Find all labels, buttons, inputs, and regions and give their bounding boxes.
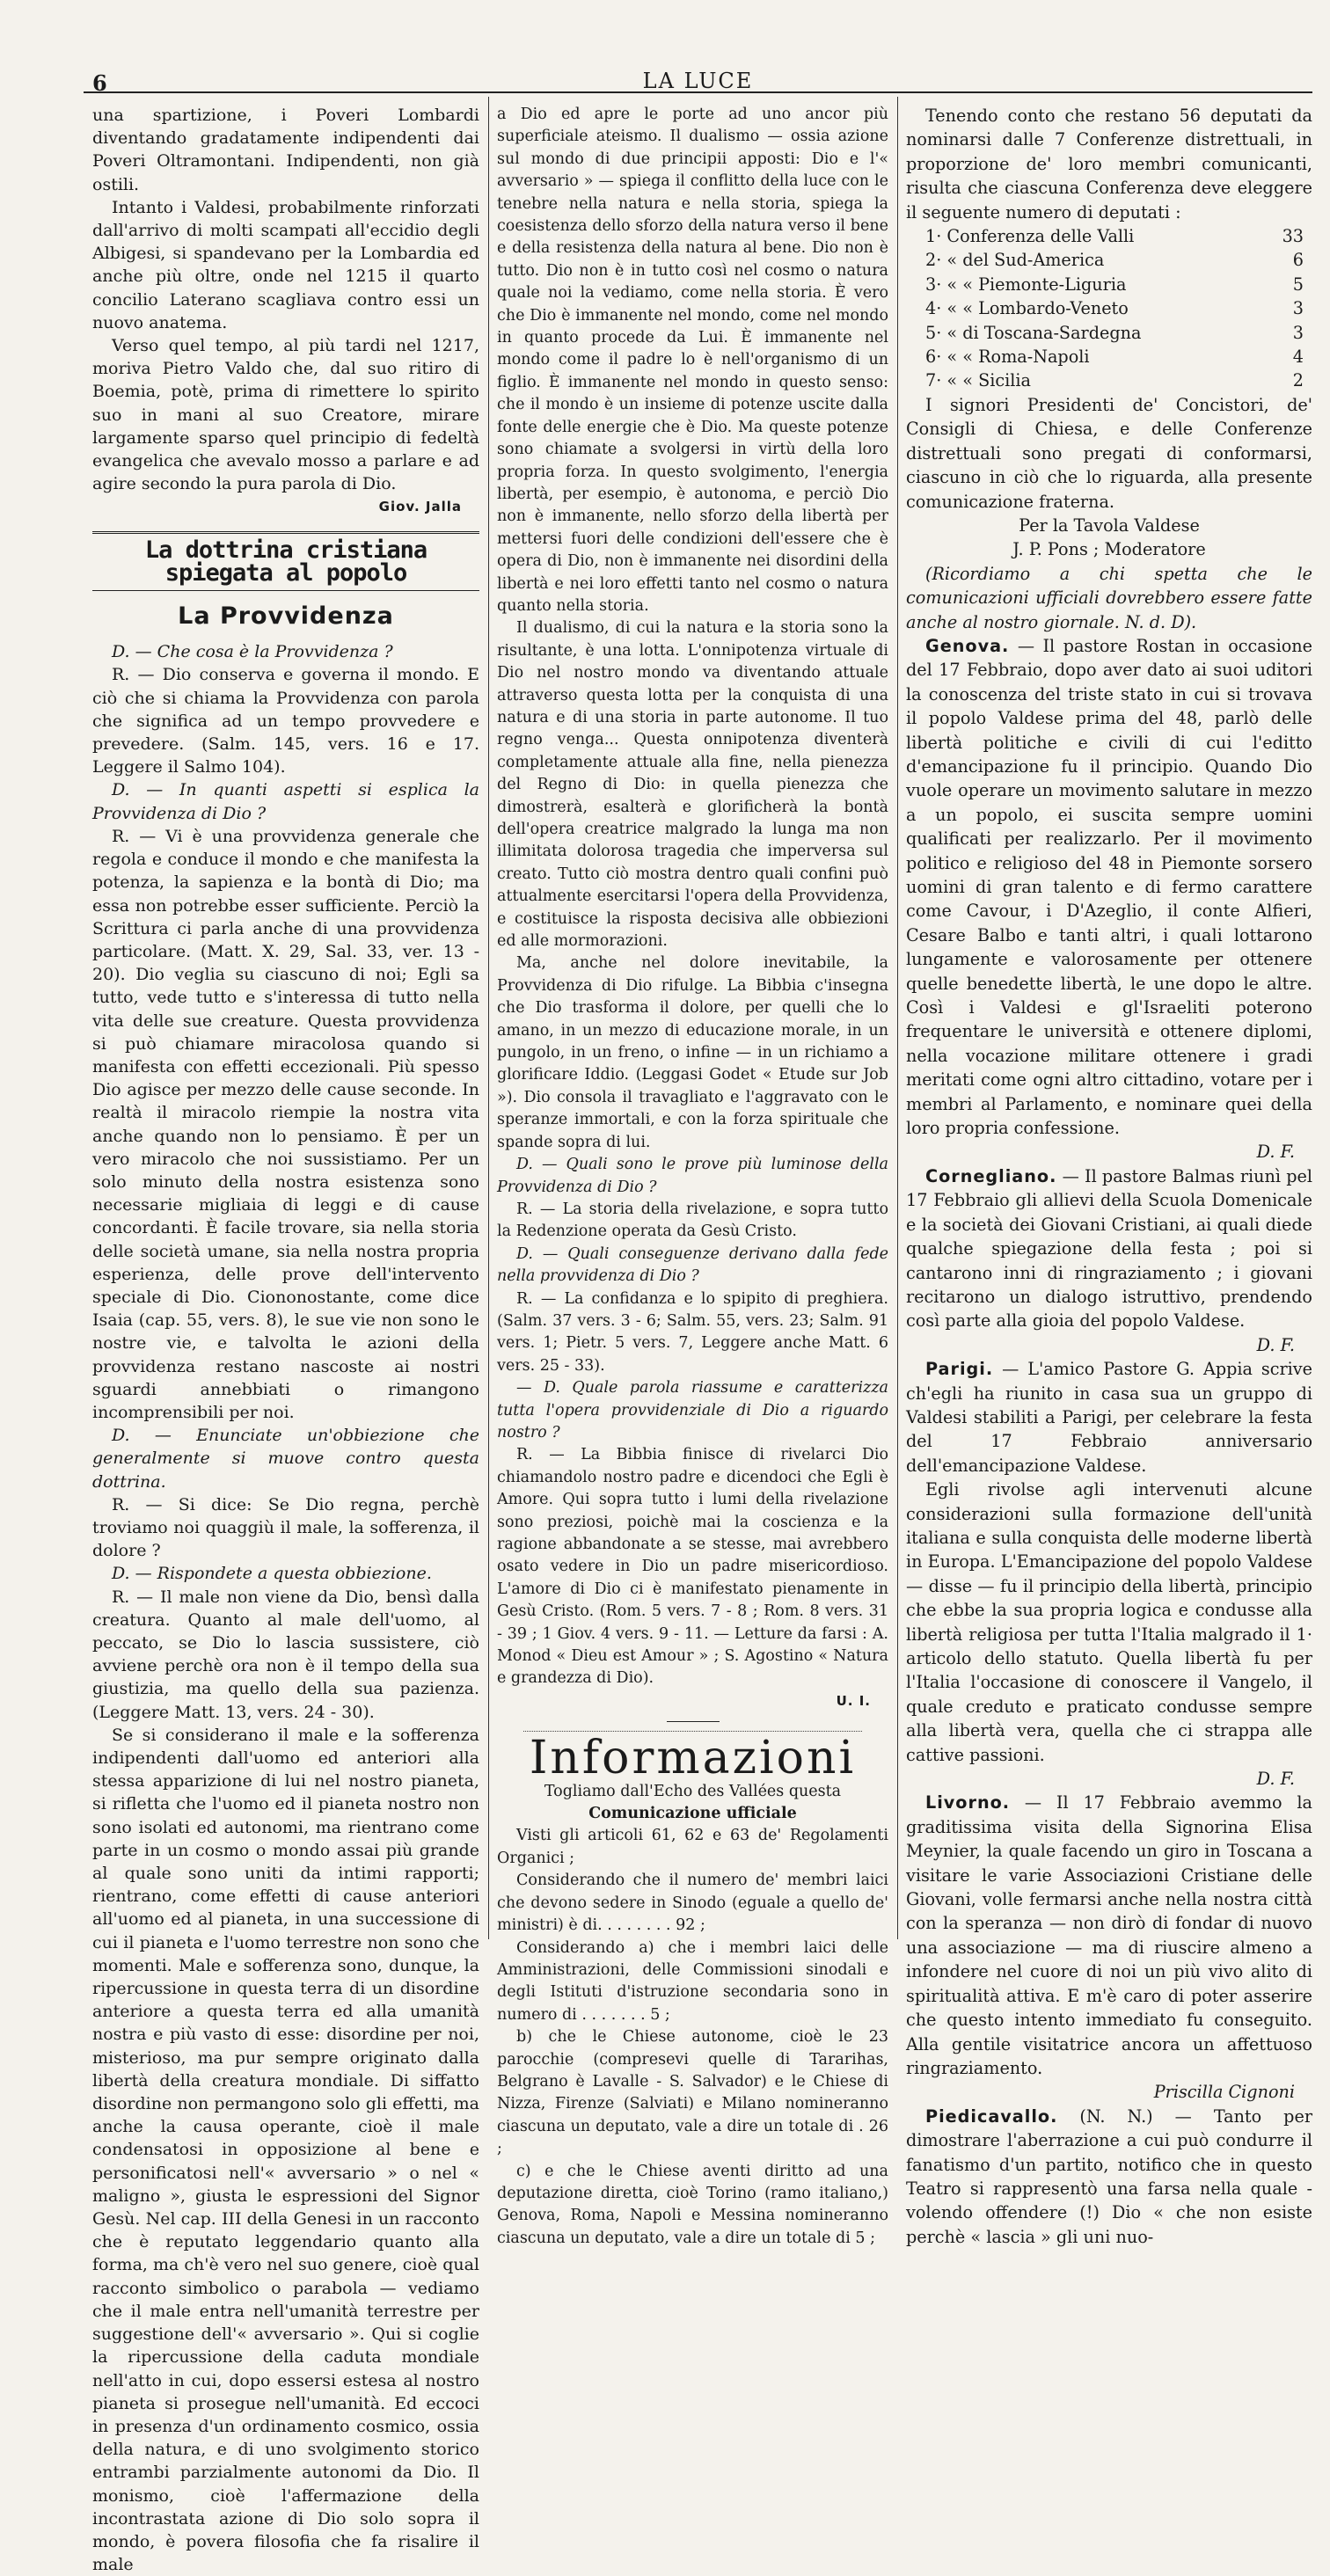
signature: D. F. xyxy=(1256,1142,1295,1163)
paragraph: I signori Presidenti de' Concistori, de' Consigli di Chiesa, e delle Conferenze distrettuali sono pregati di conformarsi, ciascuno in ciò che lo riguarda, alla presente comunicazione fraterna. xyxy=(906,394,1312,512)
signature: Priscilla Cignoni xyxy=(1153,2082,1295,2103)
question: D. — Quali sono le prove più luminose della Provvidenza di Dio ? xyxy=(497,1156,888,1196)
header-rule xyxy=(84,91,1312,93)
section-title-informazioni: Informazioni xyxy=(529,1732,857,1785)
list-item: 6· « « Roma-Napoli 4 xyxy=(925,347,1304,368)
question: D. — Enunciate un'obbiezione che generalmente si muove contro questa dottrina. xyxy=(92,1426,479,1492)
column-2 xyxy=(497,104,888,2250)
list-item: 2· « del Sud-America 6 xyxy=(925,250,1304,271)
question: — D. Quale parola riassume e caratterizza tutta l'opera provvidenziale di Dio a riguardo nostro ? xyxy=(497,1379,888,1441)
editor-note: (Ricordiamo a chi spetta che le comunicazioni ufficiali dovrebbero essere fatte anche al nostro giornale. N. d. D). xyxy=(906,563,1312,632)
running-header xyxy=(84,63,1312,96)
answer: R. — La Bibbia finisce di rivelarci Dio chiamandolo nostro padre e dicendoci che Egli è Amore. Qui sopra tutto i lumi della rivelazione sono preziosi, poichè mai la coscienza e la ragione abbandonate a se stesse, mai avrebbero osato vedere in Dio un padre misericordioso. L'amore di Dio ci è manifestato pienamente in Gesù Cristo. (Rom. 5 vers. 7 - 8 ; Rom. 8 vers. 31 - 39 ; 1 Giov. 4 vers. 9 - 11. — Letture da farsi : A. Monod « Dieu est Amour » ; S. Agostino « Natura e grandezza di Dio). xyxy=(497,1446,888,1688)
list-item: 1· Conferenza delle Valli 33 xyxy=(925,226,1304,247)
paragraph: Ma, anche nel dolore inevitabile, la Provvidenza di Dio rifulge. La Bibbia c'insegna che Dio trasforma il dolore, per quelli che lo amano, in un mezzo di educazione morale, in un pungolo, in un freno, o infine — in un richiamo a glorificare Iddio. (Leggasi Godet « Etude sur Job »). Dio consola il travagliato e l'aggravato con le speranze immortali, e con la forza spirituale che spande sopra di lui. xyxy=(497,954,888,1151)
city-name: Livorno. xyxy=(925,1792,1011,1813)
paragraph: Egli rivolse agli intervenuti alcune considerazioni sulla formazione dell'unità italiana e sulla conquista delle moderne libertà in Europa. L'Emancipazione del popolo Valdese — disse — fu il principio della libertà, principio che ebbe la sua propria logica e condusse alla libertà religiosa per tutta l'Italia malgrado il 1· articolo dello statuto. Quella libertà fu per l'Italia l'occasione di conoscere il Vangelo, il quale creduto e praticato condusse sempre alla libertà vera, quella che ci strappa alle cattive passioni. xyxy=(906,1479,1312,1765)
article-subhead: La Provvidenza xyxy=(178,602,394,631)
paragraph: una spartizione, i Poveri Lombardi diventando gradatamente indipendenti dai Poveri Oltramontani. Indipendenti, non già ostili. xyxy=(92,106,479,194)
news-item-cornegliano: Cornegliano. — Il pastore Balmas riunì pel 17 Febbraio gli allievi della Scuola Domenicale e la società dei Giovani Cristiani, ai quali diede qualche spiegazione della festa ; poi si cantarono inni di ringraziamento ; i giovani recitarono un dialogo istruttivo, prendendo così parte alla gioia del popolo Valdese. xyxy=(906,1165,1312,1332)
news-item-genova: Genova. — Il pastore Rostan in occasione del 17 Febbraio, dopo aver dato ai suoi uditori la conoscenza del triste stato in cui si trovava il popolo Valdese prima del 48, parlò delle libertà politiche e civili di cui l'editto d'emancipazione fu il principio. Quando Dio vuole operare un movimento salutare in mezzo a un popolo, ei suscita sempre uomini qualificati per realizzarlo. Per il movimento politico e religioso del 48 in Piemonte sorsero uomini di gran talento e di fermo carattere come Cavour, i D'Azeglio, il conte Alfieri, Cesare Balbo e tanti altri, i quali lottarono lungamente e valorosamente per ottenere quelle benedette libertà, le une dopo le altre. Così i Valdesi e gl'Israeliti poterono frequentare le università e ottenere diplomi, nella vocazione militare ottenere i gradi meritati come ogni altro cittadino, votare per i membri al Parlamento, e nominare quei della loro propria confessione. xyxy=(906,635,1312,1139)
section-rule xyxy=(92,590,479,591)
paragraph: Intanto i Valdesi, probabilmente rinforzati dall'arrivo di molti scampati all'eccidio degli Albigesi, si spandevano per la Lombardia ed anche più oltre, onde nel 1215 il quarto concilio Laterano scagliava contro essi un nuovo anatema. xyxy=(92,197,479,332)
answer: R. — Vi è una provvidenza generale che regola e conduce il mondo e che manifesta la potenza, la sapienza e la bontà di Dio; ma essa non potrebbe esser sufficiente. Perciò la Scrittura ci parla anche di una provvidenza particolare. (Matt. X. 29, Sal. 33, ver. 13 - 20). Dio veglia su ciascuno di noi; Egli sa tutto, vede tutto e s'interessa di tutto nella vita delle sue creature. Questa provvidenza si può chiamare miracolosa quando si manifesta con effetti eccezionali. Più spesso Dio agisce per mezzo delle cause seconde. In realtà il miracolo riempie la nostra vita anche quando non lo pensiamo. È per un vero miracolo che noi sussistiamo. Per un solo minuto della nostra esistenza sono necessarie migliaia di leggi e di cause concordanti. È facile trovare, sia nella storia delle società umane, sia nella nostra propria esperienza, delle prove dell'intervento speciale di Dio. Ciononostante, come dice Isaia (cap. 55, vers. 8), le sue vie non sono le nostre vie, e talvolta le azioni della provvidenza restano nascoste ai nostri sguardi annebbiati o rimangono incomprensibili per noi. xyxy=(92,826,479,1422)
news-item-livorno: Livorno. — Il 17 Febbraio avemmo la graditissima visita della Signorina Elisa Meynier, la quale facendo un giro in Toscana a visitare le varie Associazioni Cristiane delle Giovani, volle fermarsi anche nella nostra città con la speranza — non dirò di fondar di nuovo una associazione — ma di riuscire almeno a infondere nel cuore di noi un più vivo alito di spiritualità attiva. E m'è caro di poter asserire che questo intento immediato fu conseguito. Alla gentile visitatrice ancora un affettuoso ringraziamento. xyxy=(906,1792,1312,2078)
paragraph: Per la Tavola Valdese xyxy=(1019,514,1200,536)
page-number: 6 xyxy=(92,70,107,96)
news-item-piedicavallo: Piedicavallo. (N. N.) — Tanto per dimostrare l'aberrazione a cui può condurre il fanatismo d'un partito, notifico che in questo Teatro si rappresentò una farsa nella quale - volendo offendere (!) Dio « che non esiste perchè « lascia » gli uni nuo- xyxy=(906,2105,1312,2247)
paragraph: Considerando che il numero de' membri laici che devono sedere in Sinodo (eguale a quello de' ministri) è di. . . . . . . . 92 ; xyxy=(497,1872,888,1935)
city-name: Genova. xyxy=(925,635,1010,656)
paragraph: Il dualismo, di cui la natura e la storia sono la risultante, è una lotta. L'onnipotenza virtuale di Dio nel nostro mondo va diventando attuale attraverso questa lotta per la conquista di una natura e di una storia in parte autonome. Il tuo regno venga... Questa onnipotenza diventerà completamente attuale alla fine, nella pienezza del Regno di Dio: in quella pienezza che dimostrerà, esalterà e glorificherà la bontà dell'opera creatrice malgrado la lunga ma non illimitata dolorosa tragedia che imperversa sul creato. Tutto ciò mostra dentro quali confini può attualmente esercitarsi l'opera della Provvidenza, e costituisce la risposta decisiva alle obbiezioni ed alle mormorazioni. xyxy=(497,619,888,951)
paragraph: Verso quel tempo, al più tardi nel 1217, moriva Pietro Valdo che, dal suo ritiro di Boemia, potè, prima di rimettere lo spirito suo in mani al suo Creatore, mirare largamente sparso quel principio di fedeltà evangelica che avevalo mosso a parlare e ad agire secondo la pura parola di Dio. xyxy=(92,336,479,494)
paragraph: Visti gli articoli 61, 62 e 63 de' Regolamenti Organici ; xyxy=(497,1827,888,1867)
list-item: 5· « di Toscana-Sardegna 3 xyxy=(925,322,1304,343)
answer: R. — Il male non viene da Dio, bensì dalla creatura. Quanto al male dell'uomo, al peccato, se Dio lo lascia sussistere, ciò avviene perchè ora non è il tempo della sua giustizia, ma quello della sua pazienza. (Leggere Matt. 13, vers. 24 - 30). xyxy=(92,1587,479,1722)
divider xyxy=(667,1721,720,1722)
answer: R. — La storia della rivelazione, e sopra tutto la Redenzione operata da Gesù Cristo. xyxy=(497,1200,888,1241)
paragraph: b) che le Chiese autonome, cioè le 23 parocchie (compresevi quelle di Tararihas, Belgrano è Lavalle - S. Salvador) e le Chiese di Nizza, Firenze (Salviati) e Milano nomineranno ciascuna un deputato, vale a dire un totale di . 26 ; xyxy=(497,2028,888,2158)
question: D. — Rispondete a questa obbiezione. xyxy=(112,1564,432,1584)
column-1 xyxy=(92,104,479,2576)
paragraph: Se si considerano il male e la sofferenza indipendenti dall'uomo ed anteriori alla stessa apparizione di lui nel nostro pianeta, si rifletta che l'uomo ed il pianeta nostro non sono isolati ed autonomi, ma rientrano come parte in un cosmo o mondo assai più grande al quale sono uniti da intimi rapporti; rientrano, come effetti di cause anteriori all'uomo ed al pianeta, in una successione di cui il pianeta e l'uomo terrestre non sono che momenti. Male e sofferenza sono, dunque, la ripercussione in questa terra di un disordine anteriore a questa terra ed alla umanità nostra e più vasto di esse: disordine per noi, misterioso, ma pur sempre originato dalla libertà della creatura mondiale. Di siffatto disordine non permangono solo gli effetti, ma anche la causa operante, cioè il male condensatosi in opposizione al bene e personificatosi nell'« avversario » o nel « maligno », giusta le espressioni del Signor Gesù. Nel cap. III della Genesi in un racconto che è reputato leggendario quanto alla forma, ma ch'è vero nel suo genere, cioè qual racconto simbolico o parabola — vediamo che il male entra nell'umanità terrestre per suggestione dell'« avversario ». Qui si coglie la ripercussione della caduta mondiale nell'atto in cui, dopo essersi estesa al nostro pianeta si prosegue nell'umanità. Ed eccoci in presenza d'un ordinamento cosmico, ossia della natura, e di uno svolgimento storico entrambi parzialmente autonomi da Dio. Il monismo, cioè l'affermazione della incontrastata azione di Dio solo sopra il mondo, è povera filosofia che fa risalire il male xyxy=(92,1725,479,2575)
paragraph: c) e che le Chiese aventi diritto ad una deputazione diretta, cioè Torino (ramo italiano,) Genova, Roma, Napoli e Messina nomineranno ciascuna un deputato, vale a dire un totale di 5 ; xyxy=(497,2162,888,2247)
signature: Giov. Jalla xyxy=(378,499,462,515)
paragraph: a Dio ed apre le porte ad uno ancor più superficiale ateismo. Il dualismo — ossia azione sul mondo di due principii apposti: Dio e l'« avversario » — spiega il conflitto della luce con le tenebre nella natura e nella storia, spiega la coesistenza dello sforzo della natura verso il bene e della resistenza della natura al bene. Dio non è tutto. Dio non è in tutto così nel cosmo o natura quale noi la vediamo, come nella storia. È vero che Dio è immanente nel mondo, come nel mondo in quanto procede da Lui. È immanente nel mondo come il padre lo è nell'organismo di un figlio. È immanente nel mondo in questo senso: che il mondo è un insieme di potenze uscite dalla fonte delle energie che è Dio. Ma queste potenze sono chiamate a svolgersi in virtù della loro propria forza. In questo svolgimento, l'energia libertà, per esempio, è autonoma, e perciò Dio non è immanente, nello sforzo della libertà per mettersi fuori delle condizioni dell'essere che è opera di Dio, non è immanente nei disordini della libertà e nei loro effetti tanto nel cosmo o natura quanto nella storia. xyxy=(497,106,888,615)
answer: R. — La confidanza e lo spipito di preghiera. (Salm. 37 vers. 3 - 6; Salm. 55, vers. 23; Salm. 91 vers. 1; Pietr. 5 vers. 7, Leggere anche Matt. 6 vers. 25 - 33). xyxy=(497,1289,888,1375)
news-item-parigi: Parigi. — L'amico Pastore G. Appia scrive ch'egli ha riunito in casa sua un gruppo di Valdesi stabiliti a Parigi, per celebrare la festa del 17 Febbraio anniversario dell'emancipazione Valdese. xyxy=(906,1359,1312,1476)
signature: D. F. xyxy=(1256,1334,1295,1355)
signature: J. P. Pons ; Moderatore xyxy=(1012,539,1206,560)
answer: R. — Si dice: Se Dio regna, perchè troviamo noi quaggiù il male, la sofferenza, il dolore ? xyxy=(92,1494,479,1561)
question: D. — Quali conseguenze derivano dalla fede nella provvidenza di Dio ? xyxy=(497,1244,888,1286)
column-divider xyxy=(897,97,898,1939)
section-title: La dottrina cristiana spiegata al popolo xyxy=(144,536,428,587)
section-rule xyxy=(92,531,479,534)
column-3 xyxy=(906,104,1312,2249)
subheading: Comunicazione ufficiale xyxy=(588,1805,797,1823)
paragraph: Considerando a) che i membri laici delle Amministrazioni, delle Commissioni sinodali e degli Istituti d'istruzione secondaria sono in numero di . . . . . . . 5 ; xyxy=(497,1938,888,2024)
city-name: Cornegliano. xyxy=(925,1165,1057,1186)
deputies-list xyxy=(906,224,1312,393)
city-name: Parigi. xyxy=(925,1359,994,1380)
question: D. — In quanti aspetti si esplica la Provvidenza di Dio ? xyxy=(92,780,479,823)
paragraph: Tenendo conto che restano 56 deputati da nominarsi dalle 7 Conferenze distrettuali, in proporzione de' loro membri comunicanti, risulta che ciascuna Conferenza deve eleggere il seguente numero di deputati : xyxy=(906,106,1312,223)
signature: D. F. xyxy=(1256,1769,1295,1790)
list-item: 7· « « Sicilia 2 xyxy=(925,370,1304,391)
paragraph: Togliamo dall'Echo des Vallées questa xyxy=(544,1782,842,1800)
column-divider xyxy=(488,97,489,1939)
signature: U. I. xyxy=(836,1692,871,1709)
list-item: 4· « « Lombardo-Veneto 3 xyxy=(925,298,1304,319)
question: D. — Che cosa è la Provvidenza ? xyxy=(112,642,393,662)
list-item: 3· « « Piemonte-Liguria 5 xyxy=(925,274,1304,295)
city-name: Piedicavallo. xyxy=(925,2105,1058,2127)
newspaper-title: LA LUCE xyxy=(642,69,754,93)
answer: R. — Dio conserva e governa il mondo. E ciò che si chiama la Provvidenza con parola che significa ad un tempo provvedere e prevedere. (Salm. 145, vers. 16 e 17. Leggere il Salmo 104). xyxy=(92,665,479,777)
